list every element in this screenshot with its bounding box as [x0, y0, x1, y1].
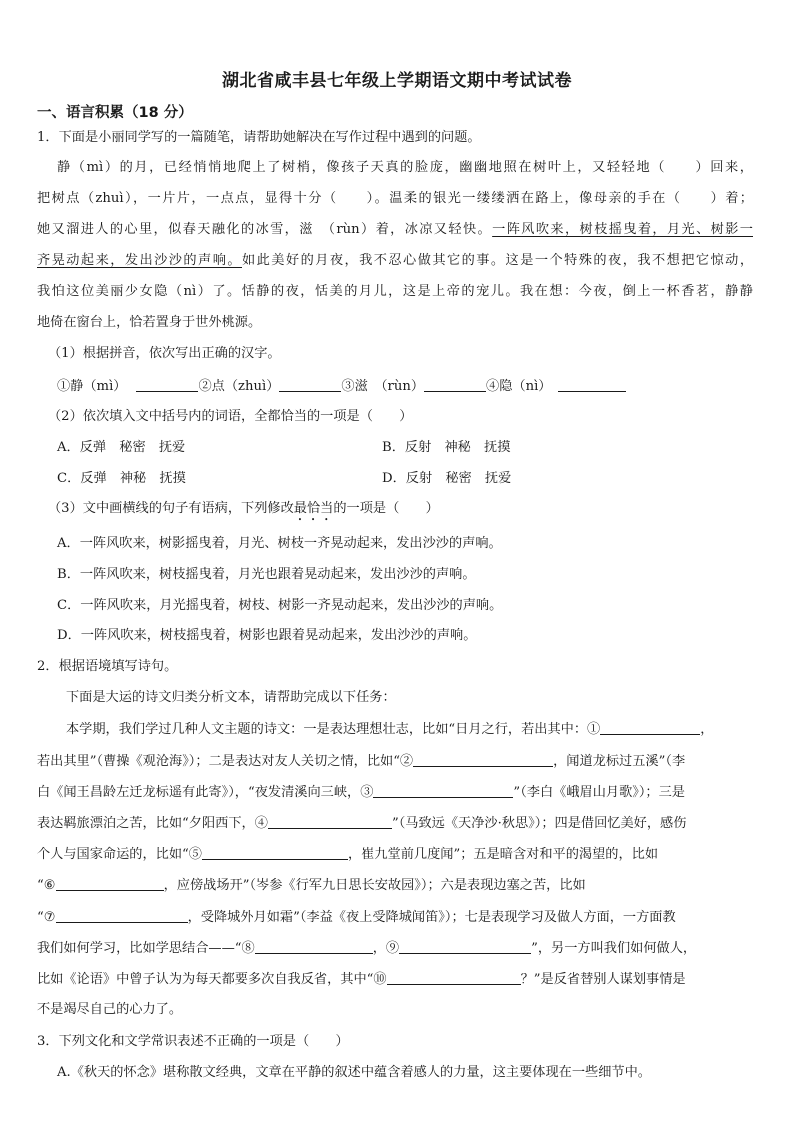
q2-text: 比如《论语》中曾子认为为每天都要多次自我反省，其中“⑩ — [37, 972, 387, 987]
q2-text: ”，另一方叫我们如何做人， — [531, 941, 697, 956]
q3-option-a[interactable]: A.《秋天的怀念》堪称散文经典，文章在平静的叙述中蕴含着感人的力量，这主要体现在一些细节中。 — [57, 1065, 651, 1080]
q1-passage-line-2: 把树点（zhuì），一片片，一点点，显得十分（ ）。温柔的银光一缕缕洒在路上，像母亲的手在（ ）着； — [37, 191, 753, 206]
q2-line-8 — [37, 939, 696, 958]
q2-line-5 — [37, 845, 658, 864]
q1-passage-line-3 — [37, 221, 753, 239]
q1-sub3-text: （3）文中画横线的句子有语病，下列修改 — [48, 501, 294, 516]
underlined-sentence-part-1: 一阵风吹来，树枝摇曳着，月光、树影一 — [492, 222, 753, 237]
q2-text: ？”是反省替别人谋划事情是 — [520, 972, 686, 987]
q3-stem: 3．下列文化和文学常识表述不正确的一项是（ ） — [37, 1034, 349, 1049]
q2-text: “⑦ — [37, 910, 56, 925]
emphasized-words: 最恰当 — [293, 501, 334, 516]
poem-blank-6[interactable] — [56, 876, 164, 891]
q1-sub3-option-c[interactable]: C．一阵风吹来，月光摇曳着，树枝、树影一齐晃动起来，发出沙沙的声响。 — [57, 598, 503, 613]
q2-text: “⑥ — [37, 878, 56, 893]
poem-blank-5[interactable] — [202, 845, 348, 860]
q2-text: 白《闻王昌龄左迁龙标遥有此寄》），“夜发清溪向三峡，③ — [37, 785, 374, 800]
q1-sub3-text: 的一项是（ ） — [333, 501, 439, 516]
q1-passage-line-5: 我怕这位美丽少女隐（nì）了。恬静的夜，恬美的月儿，这是上帝的宠儿。我在想：今夜，倒上一杯香茗，静静 — [37, 284, 753, 299]
q1-sub3 — [48, 500, 439, 524]
poem-blank-2[interactable] — [413, 752, 553, 767]
pinyin-item-4: ④隐（nì） — [486, 379, 552, 394]
q2-text: ，⑨ — [372, 941, 400, 956]
q2-line-1 — [66, 720, 713, 739]
pinyin-row — [57, 377, 626, 396]
answer-blank-4[interactable] — [558, 377, 626, 392]
q1-stem: 1．下面是小丽同学写的一篇随笔，请帮助她解决在写作过程中遇到的问题。 — [37, 130, 481, 145]
answer-blank-1[interactable] — [136, 377, 198, 392]
answer-blank-2[interactable] — [279, 377, 341, 392]
q1-sub3-option-d[interactable]: D．一阵风吹来，树枝摇曳着，树影也跟着晃动起来，发出沙沙的声响。 — [57, 628, 477, 643]
poem-blank-8[interactable] — [255, 939, 373, 954]
q2-text: ”（马致远《天净沙·秋思》）；四是借回忆美好，感伤 — [391, 816, 687, 831]
q2-text: ，受降城外月如霜”（李益《夜上受降城闻笛》）；七是表现学习及做人方面，一方面教 — [187, 910, 676, 925]
q1-sub2-option-c[interactable]: C．反弹 神秘 抚摸 — [57, 471, 186, 486]
q1-sub2-option-b[interactable]: B．反射 神秘 抚摸 — [382, 440, 511, 455]
q2-line-2 — [37, 752, 685, 771]
q2-line-6 — [37, 876, 586, 895]
q1-passage-text: 她又溜进人的心里，似春天融化的冰雪，滋 （rùn）着，冰凉又轻快。 — [37, 222, 493, 237]
poem-blank-1[interactable] — [600, 720, 700, 735]
q1-passage-line-6: 地倚在窗台上，恰若置身于世外桃源。 — [37, 315, 262, 330]
q2-text: 若出其里”（曹操《观沧海》）；二是表达对友人关切之情，比如“② — [37, 754, 414, 769]
q1-passage-text: 如此美好的月夜，我不忍心做其它的事。这是一个特殊的夜，我不想把它惊动， — [242, 253, 754, 268]
pinyin-item-1: ①静（mì） — [57, 379, 127, 394]
q1-sub2: （2）依次填入文中括号内的词语，全都恰当的一项是（ ） — [48, 409, 413, 424]
q2-line-10: 不是竭尽自己的心力了。 — [37, 1002, 183, 1017]
q2-text: 表达羁旅漂泊之苦，比如“夕阳西下，④ — [37, 816, 268, 831]
pinyin-item-2: ②点（zhuì） — [198, 379, 280, 394]
poem-blank-4[interactable] — [268, 814, 392, 829]
q2-text: 个人与国家命运的，比如“⑤ — [37, 847, 202, 862]
q2-text: ，闻道龙标过五溪”（李 — [553, 754, 686, 769]
q2-line-7 — [37, 908, 676, 927]
q1-sub1: （1）根据拼音，依次写出正确的汉字。 — [48, 346, 281, 361]
q2-text: ，应傍战场开”（岑参《行军九日思长安故园》）；六是表现边塞之苦，比如 — [163, 878, 586, 893]
q2-text: 本学期，我们学过几种人文主题的诗文：一是表达理想壮志，比如“日月之行，若出其中：① — [66, 722, 601, 737]
q2-stem: 2．根据语境填写诗句。 — [37, 659, 178, 674]
pinyin-item-3: ③滋 （rùn） — [341, 379, 425, 394]
q1-sub2-option-d[interactable]: D．反射 秘密 抚爱 — [382, 471, 512, 486]
poem-blank-10[interactable] — [387, 970, 521, 985]
q1-passage-line-4 — [37, 252, 753, 270]
poem-blank-7[interactable] — [56, 908, 188, 923]
q1-sub3-option-b[interactable]: B．一阵风吹来，树枝摇曳着，月光也跟着晃动起来，发出沙沙的声响。 — [57, 567, 476, 582]
poem-blank-9[interactable] — [399, 939, 531, 954]
q2-text: 我们如何学习，比如学思结合——“⑧ — [37, 941, 255, 956]
q2-line-4 — [37, 814, 686, 833]
q2-line-9 — [37, 970, 686, 989]
page-title: 湖北省咸丰县七年级上学期语文期中考试试卷 — [222, 71, 572, 91]
q2-text: ， — [700, 722, 714, 737]
q2-text: ”（李白《峨眉山月歌》）；三是 — [513, 785, 685, 800]
q2-intro: 下面是大运的诗文归类分析文本，请帮助完成以下任务： — [66, 690, 396, 705]
poem-blank-3[interactable] — [373, 783, 513, 798]
section-heading: 一、语言积累（18 分） — [37, 105, 193, 121]
q2-line-3 — [37, 783, 685, 802]
answer-blank-3[interactable] — [424, 377, 486, 392]
q1-sub3-option-a[interactable]: A．一阵风吹来，树影摇曳着，月光、树枝一齐晃动起来，发出沙沙的声响。 — [57, 536, 502, 551]
q1-sub2-option-a[interactable]: A．反弹 秘密 抚爱 — [57, 440, 186, 455]
q1-passage-line-1: 静（mì）的月，已经悄悄地爬上了树梢，像孩子天真的脸庞，幽幽地照在树叶上，又轻轻地（ ）回来， — [57, 160, 753, 175]
q2-text: ，崔九堂前几度闻”；五是暗含对和平的渴望的，比如 — [348, 847, 659, 862]
underlined-sentence-part-2: 齐晃动起来，发出沙沙的声响。 — [37, 253, 242, 268]
